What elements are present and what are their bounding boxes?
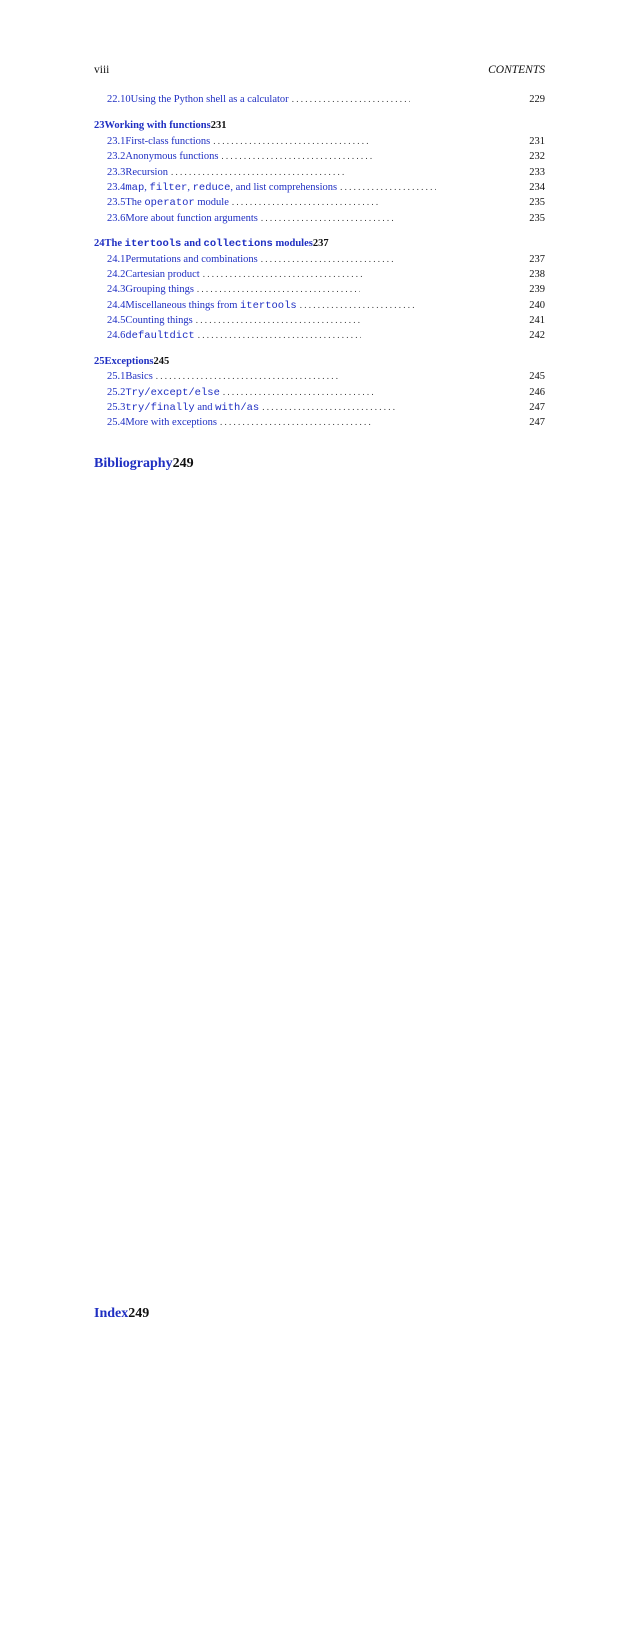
chapter-number: 24: [94, 238, 105, 250]
toc-chapter-24[interactable]: [94, 236, 545, 251]
toc-entry-page: 247: [529, 402, 545, 414]
code-with-as: with/as: [215, 402, 260, 415]
toc-entry-24-6[interactable]: [94, 328, 545, 343]
toc-entry-number: 25.4: [107, 417, 126, 429]
chapter-title: Working with functions: [104, 120, 211, 132]
toc-entry-number: 25.1: [107, 371, 126, 383]
toc-entry-title: [125, 400, 259, 416]
toc-entry-number: 24.2: [107, 268, 126, 280]
chapter-title-pre: The: [104, 238, 125, 250]
bibliography-page: 249: [172, 455, 194, 471]
toc-entry-number: 25.2: [107, 386, 126, 398]
toc-entry-title: [125, 180, 337, 196]
toc-entry-title: Cartesian product: [125, 268, 200, 280]
toc-entry-title: Grouping things: [125, 284, 194, 296]
toc-entry-title-rest: , and list comprehensions: [230, 181, 338, 193]
toc-entry-page: 235: [529, 197, 545, 209]
toc-entry-title: [125, 195, 229, 211]
code-itertools: itertools: [239, 299, 297, 312]
toc-entry-page: 241: [529, 315, 545, 327]
code-operator: operator: [144, 197, 195, 210]
code-map: map: [125, 181, 145, 194]
toc-entry-page: 238: [529, 268, 545, 280]
code-defaultdict: defaultdict: [125, 330, 195, 343]
dot-leader: [220, 415, 373, 430]
toc-chapter-23[interactable]: [94, 118, 545, 133]
toc-entry-title-pre: The: [125, 197, 145, 209]
chapter-page: 231: [210, 120, 227, 132]
toc-entry-page: 234: [529, 181, 545, 193]
toc-entry-page: 232: [529, 151, 545, 163]
toc-entry-title-post: module: [194, 197, 229, 209]
toc-entry-number: 23.1: [107, 135, 126, 147]
toc-entry-title: More about function arguments: [125, 212, 258, 224]
toc-entry-number: 23.2: [107, 151, 126, 163]
toc-entry-23-4[interactable]: [94, 180, 545, 195]
toc-entry-24-5[interactable]: [94, 313, 545, 328]
dot-leader: [292, 92, 411, 107]
dot-leader: [171, 165, 347, 180]
toc-entry-title: Basics: [125, 371, 153, 383]
toc-entry-number: 23.3: [107, 166, 126, 178]
toc-entry-page: 235: [529, 212, 545, 224]
toc-entry-number: 23.4: [107, 181, 126, 193]
dot-leader: [223, 385, 374, 400]
chapter-title-post: modules: [272, 238, 313, 250]
toc-entry-24-4[interactable]: [94, 298, 545, 313]
toc-entry-number: 22.10: [107, 94, 131, 105]
toc-entry-25-1[interactable]: [94, 369, 545, 384]
dot-leader: [198, 328, 361, 343]
toc-entry-title: Using the Python shell as a calculator: [130, 94, 289, 105]
dot-leader: [203, 267, 364, 282]
dot-leader: [213, 134, 369, 149]
toc-entry-24-2[interactable]: [94, 267, 545, 282]
toc-entry-title: Anonymous functions: [125, 151, 219, 163]
table-of-contents: [94, 92, 545, 1652]
toc-chapter-25[interactable]: [94, 354, 545, 369]
toc-entry-number: 24.5: [107, 315, 126, 327]
toc-entry-title: First-class functions: [125, 135, 211, 147]
dot-leader: [156, 369, 339, 384]
toc-entry-25-3[interactable]: [94, 400, 545, 415]
toc-entry-title: Counting things: [125, 315, 193, 327]
chapter-title-mid: and: [181, 238, 204, 250]
separator: ,: [144, 181, 147, 193]
toc-entry-title: [125, 385, 220, 401]
toc-entry-title: [125, 328, 194, 344]
toc-entry-title: Recursion: [125, 166, 168, 178]
toc-entry-page: 233: [529, 166, 545, 178]
toc-entry-page: 245: [529, 371, 545, 383]
toc-entry-page: 237: [529, 253, 545, 265]
code-itertools: itertools: [124, 238, 182, 251]
toc-entry-23-5[interactable]: [94, 195, 545, 210]
toc-entry-page: 247: [529, 417, 545, 429]
toc-entry-24-1[interactable]: [94, 252, 545, 267]
dot-leader: [261, 252, 394, 267]
chapter-number: 23: [94, 120, 105, 132]
bibliography-title: Bibliography: [94, 455, 173, 471]
chapter-page: 245: [153, 355, 170, 367]
toc-entry-number: 24.3: [107, 284, 126, 296]
toc-entry-page: 242: [529, 330, 545, 342]
toc-entry-number: 24.6: [107, 330, 126, 342]
page-header: [94, 64, 545, 80]
code-try-finally: try/finally: [125, 402, 195, 415]
dot-leader: [340, 180, 436, 195]
page-number: viii: [94, 64, 110, 76]
chapter-page: 237: [312, 238, 329, 250]
code-collections: collections: [203, 238, 273, 251]
index-title: Index: [94, 1305, 129, 1321]
toc-entry-title: More with exceptions: [125, 417, 217, 429]
chapter-number: 25: [94, 355, 105, 367]
code-try-except-else: Try/except/else: [125, 386, 220, 399]
toc-entry-page: 240: [529, 299, 545, 311]
toc-entry-23-6[interactable]: [94, 211, 545, 226]
toc-entry-23-3[interactable]: [94, 165, 545, 180]
separator: ,: [187, 181, 190, 193]
toc-entry-24-3[interactable]: [94, 282, 545, 297]
toc-entry-number: 24.4: [107, 299, 126, 311]
running-head: CONTENTS: [488, 64, 545, 76]
dot-leader: [221, 149, 373, 164]
toc-entry-25-4[interactable]: [94, 415, 545, 430]
dot-leader: [196, 313, 360, 328]
toc-entry-title-mid: and: [194, 402, 216, 414]
toc-entry-title-pre: Miscellaneous things from: [125, 299, 240, 311]
toc-entry-page: 239: [529, 284, 545, 296]
toc-entry-number: 23.6: [107, 212, 126, 224]
code-filter: filter: [149, 181, 188, 194]
chapter-title: Exceptions: [104, 355, 154, 367]
dot-leader: [261, 211, 394, 226]
toc-entry-page: 229: [529, 94, 545, 105]
toc-entry-number: 25.3: [107, 402, 126, 414]
toc-entry-title: [125, 298, 296, 314]
dot-leader: [262, 400, 394, 415]
toc-entry-title: Permutations and combinations: [125, 253, 258, 265]
toc-entry-25-2[interactable]: [94, 385, 545, 400]
toc-entry-number: 23.5: [107, 197, 126, 209]
code-reduce: reduce: [192, 181, 231, 194]
toc-entry-page: 231: [529, 135, 545, 147]
toc-entry-number: 24.1: [107, 253, 126, 265]
toc-entry-23-1[interactable]: [94, 134, 545, 149]
dot-leader: [300, 298, 415, 313]
toc-index[interactable]: [94, 1305, 545, 1652]
dot-leader: [232, 195, 379, 210]
dot-leader: [197, 282, 360, 297]
toc-entry-page: 246: [529, 386, 545, 398]
index-page: 249: [128, 1305, 150, 1321]
toc-entry-22-10[interactable]: [94, 92, 545, 107]
toc-entry-23-2[interactable]: [94, 149, 545, 164]
